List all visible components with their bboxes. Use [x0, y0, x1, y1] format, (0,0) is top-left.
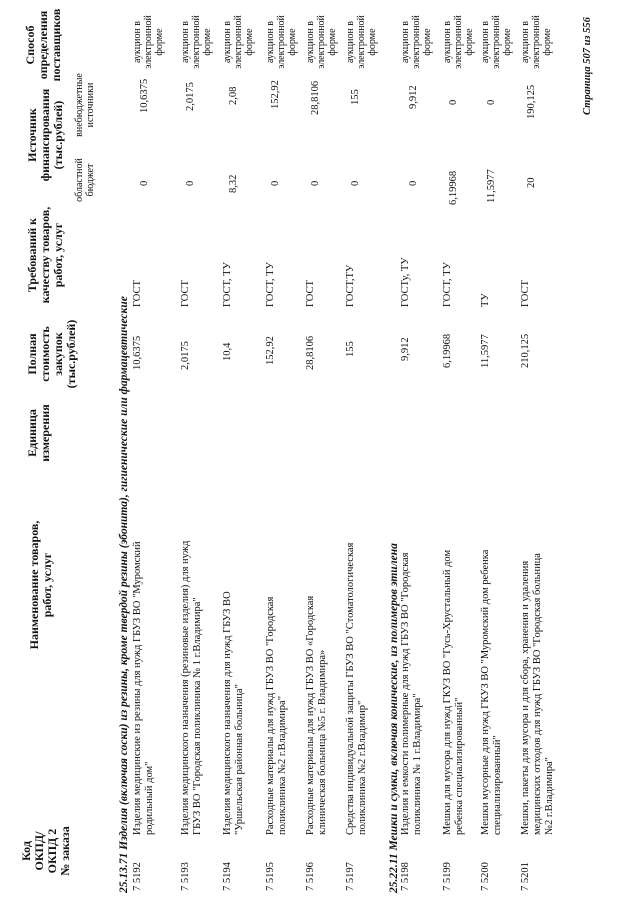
header-unit	[26, 393, 52, 473]
row-requirements: ГОСТ	[132, 280, 143, 307]
header-method-line: поставщиков	[49, 8, 63, 82]
row-requirements: ГОСТ	[180, 280, 191, 307]
row-name	[345, 455, 369, 835]
row-name-line: ребенка специализированный"	[454, 697, 465, 835]
row-requirements: ГОСТ	[520, 280, 531, 307]
row-method-line: форме	[464, 28, 475, 56]
row-code: 7 5199	[442, 862, 453, 891]
header-cost-line: Полная	[25, 333, 39, 375]
row-extra: 9,912	[408, 85, 419, 109]
row-name-line: клиническая больница №5 г. Владимира»	[317, 649, 328, 835]
header-unit-line: измерения	[38, 404, 52, 462]
row-code: 7 5196	[305, 862, 316, 891]
row-cost: 2,0175	[180, 341, 191, 370]
row-method-line: форме	[287, 28, 298, 56]
row-extra: 0	[486, 99, 497, 105]
row-method-line: аукцион в	[400, 20, 411, 64]
row-method-line: электронной	[356, 15, 367, 69]
row-cost: 155	[345, 341, 356, 357]
row-regional: 0	[270, 180, 281, 186]
row-extra: 155	[350, 89, 361, 105]
row-method-line: электронной	[491, 15, 502, 69]
row-name	[520, 455, 556, 835]
row-name	[132, 455, 156, 835]
header-req-line: работ, услуг	[51, 222, 65, 288]
row-method-line: аукцион в	[480, 20, 491, 64]
row-method-line: электронной	[453, 15, 464, 69]
row-method-line: аукцион в	[442, 20, 453, 64]
row-regional: 6,19968	[448, 170, 459, 205]
row-name-line: "Уршельская районная больница"	[234, 684, 245, 835]
row-regional: 20	[526, 177, 537, 188]
row-requirements: ГОСТ,ТУ	[345, 264, 356, 307]
row-requirements: ГОСТ	[305, 280, 316, 307]
row-cost: 210,125	[520, 333, 531, 368]
row-name-line: Мешки, пакеты для мусора и для сбора, хранения и удаления	[520, 560, 531, 835]
header-name-line: Наименование товаров,	[27, 520, 41, 650]
row-regional: 0	[310, 180, 321, 186]
row-code: 7 5193	[180, 862, 191, 891]
header-code-line: Код	[19, 841, 33, 861]
row-name-line: Мешки для мусора для нужд ГКУЗ ВО "Гусь-Хрустальный дом	[442, 549, 453, 835]
row-method-line: форме	[154, 28, 165, 56]
row-method	[180, 12, 213, 72]
row-regional: 0	[185, 180, 196, 186]
row-method-line: форме	[502, 28, 513, 56]
header-cost	[26, 309, 78, 399]
header-method-line: Способ	[23, 25, 37, 65]
header-financing	[26, 70, 65, 200]
header-cost-line: (тыс.рублей)	[64, 319, 78, 389]
row-name-line: медицинских отходов для нужд ГБУЗ ВО "Городская больница	[532, 553, 543, 835]
row-method-line: электронной	[191, 15, 202, 69]
row-name-line: №2 г.Владимира"	[544, 757, 555, 835]
row-cost: 9,912	[400, 337, 411, 361]
row-extra: 28,8106	[310, 80, 321, 115]
row-regional: 11,5977	[486, 169, 497, 203]
row-cost: 10,4	[222, 342, 233, 361]
row-method-line: аукцион в	[222, 20, 233, 64]
row-method	[442, 12, 475, 72]
row-method-line: электронной	[233, 15, 244, 69]
row-method-line: форме	[367, 28, 378, 56]
row-code: 7 5198	[400, 862, 411, 891]
row-method-line: электронной	[276, 15, 287, 69]
row-name-line: Мешки мусорные для нужд ГКУЗ ВО "Муромский дом ребенка	[480, 549, 491, 835]
row-name	[400, 455, 424, 835]
row-method-line: форме	[244, 28, 255, 56]
header-cost-line: стоимость	[38, 326, 52, 382]
row-method-line: форме	[542, 28, 553, 56]
row-method	[265, 12, 298, 72]
row-name	[222, 455, 246, 835]
row-extra: 190,125	[526, 84, 537, 119]
row-method-line: электронной	[143, 15, 154, 69]
row-method	[400, 12, 433, 72]
row-method-line: форме	[422, 28, 433, 56]
row-method-line: форме	[202, 28, 213, 56]
row-name-line: Изделия медицинские из резины для нужд ГБУЗ ВО "Муромский	[132, 541, 143, 835]
row-cost: 6,19968	[442, 333, 453, 368]
row-name	[265, 455, 289, 835]
row-name-line: поликлиника №2 г.Владимир"	[357, 700, 368, 835]
row-name-line: Изделия медицинского назначения (резиновые изделия) для нужд	[180, 540, 191, 835]
row-regional: 0	[350, 180, 361, 186]
row-method	[480, 12, 513, 72]
row-method-line: форме	[327, 28, 338, 56]
header-method	[24, 3, 63, 87]
row-cost: 28,8106	[305, 335, 316, 370]
row-code: 7 5192	[132, 862, 143, 891]
header-fin-line: (тыс.рублей)	[51, 100, 65, 170]
row-extra: 10,6375	[139, 78, 150, 113]
row-method-line: аукцион в	[132, 20, 143, 64]
section-title: 25.13.71 Изделия (включая соски) из резины, кроме твердой резины (эбонита), гигиенические или фармацевтические	[118, 296, 130, 893]
row-code: 7 5200	[480, 862, 491, 891]
row-method	[132, 12, 165, 72]
header-unit-line: Единица	[25, 409, 39, 457]
row-extra: 0	[448, 99, 459, 105]
row-cost: 152,92	[265, 336, 276, 365]
header-code	[20, 811, 72, 891]
row-name-line: ГБУЗ ВО "Городская поликлиника № 1 г.Владимира"	[192, 597, 203, 835]
row-method-line: аукцион в	[520, 20, 531, 64]
header-method-line: определения	[36, 10, 50, 80]
row-method-line: аукцион в	[305, 20, 316, 64]
row-name-line: поликлиника № 1 г.Владимира"	[412, 693, 423, 835]
row-name	[480, 455, 504, 835]
row-method-line: электронной	[316, 15, 327, 69]
row-regional: 8,32	[228, 174, 239, 193]
header-requirements	[26, 195, 65, 315]
header-code-line: № заказа	[58, 826, 72, 876]
row-method-line: аукцион в	[345, 20, 356, 64]
header-name-line: работ, услуг	[40, 552, 54, 618]
row-method	[345, 12, 378, 72]
row-requirements: ГОСТу, ТУ	[400, 257, 411, 307]
row-name-line: Средства индивидуальной защиты ГБУЗ ВО "Стоматологическая	[345, 542, 356, 835]
row-name	[442, 455, 466, 835]
row-method	[305, 12, 338, 72]
row-method	[222, 12, 255, 72]
header-fin-regional: областной бюджет	[74, 158, 96, 202]
row-cost: 11,5977	[480, 334, 491, 368]
row-requirements: ГОСТ, ТУ	[265, 262, 276, 307]
header-fin-line: финансирования	[38, 88, 52, 182]
header-name	[28, 475, 54, 695]
row-method-line: аукцион в	[180, 20, 191, 64]
row-cost: 10,6375	[132, 335, 143, 370]
row-name-line: Изделия и емкости полимерные для нужд ГБУЗ ВО "Городская	[400, 552, 411, 835]
row-name	[180, 455, 204, 835]
row-code: 7 5197	[345, 862, 356, 891]
row-extra: 2,08	[228, 86, 239, 105]
row-method-line: электронной	[411, 15, 422, 69]
row-name-line: поликлиника №2 г.Владимира"	[277, 696, 288, 835]
row-extra: 152,92	[270, 80, 281, 109]
row-requirements: ГОСТ, ТУ	[222, 262, 233, 307]
header-fin-line: Источник	[25, 108, 39, 162]
page-number: Страница 507 из 556	[582, 17, 593, 115]
header-req-line: Требований к	[25, 217, 39, 293]
row-name-line: Расходные материалы для нужд ГБУЗ ВО «Городская	[305, 595, 316, 835]
header-code-line: ОКПД 2	[45, 828, 59, 874]
header-req-line: качеству товаров,	[38, 206, 52, 304]
row-extra: 2,0175	[185, 82, 196, 111]
row-name-line: родильный дом"	[144, 761, 155, 835]
row-name	[305, 455, 329, 835]
row-code: 7 5194	[222, 862, 233, 891]
header-code-line: ОКПД/	[32, 831, 46, 871]
row-name-line: Расходные материалы для нужд ГБУЗ ВО "Городская	[265, 596, 276, 835]
row-method-line: аукцион в	[265, 20, 276, 64]
row-name-line: Изделия медицинского назначения для нужд ГБУЗ ВО	[222, 591, 233, 835]
row-method	[520, 12, 553, 72]
row-requirements: ГОСТ, ТУ	[442, 262, 453, 307]
row-code: 7 5201	[520, 862, 531, 891]
row-regional: 0	[139, 180, 150, 186]
row-regional: 0	[408, 180, 419, 186]
section-title: 25.22.11 Мешки и сумки, включая конические, из полимеров этилена	[388, 543, 400, 893]
row-name-line: специализированный"	[492, 735, 503, 835]
header-fin-extra: внебюджетные источники	[74, 73, 96, 137]
row-method-line: электронной	[531, 15, 542, 69]
header-cost-line: закупок	[51, 332, 65, 376]
row-code: 7 5195	[265, 862, 276, 891]
row-requirements: ТУ	[480, 293, 491, 307]
